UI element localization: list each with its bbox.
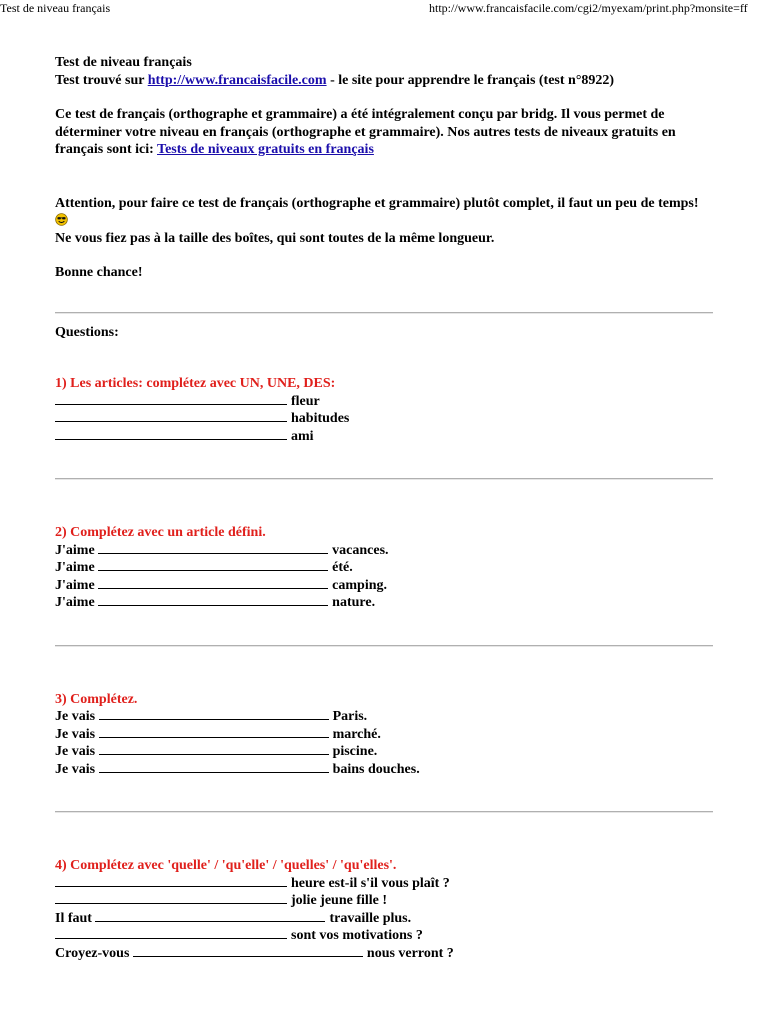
answer-line [55, 726, 715, 744]
test-description [55, 106, 715, 159]
answer-prefix: Je vais [55, 744, 96, 759]
free-tests-link[interactable]: Tests de niveaux gratuits en français [157, 142, 374, 157]
print-page-title: Test de niveau français [0, 1, 111, 15]
answer-prefix: J'aime [55, 542, 95, 558]
attention-text: Attention, pour faire ce test de français (orthographe et grammaire) plutôt complet, il faut un peu de temps! [55, 195, 699, 211]
answer-line [55, 708, 715, 726]
smiley-sunglasses-icon [55, 213, 68, 226]
answer-suffix: sont vos motivations ? [291, 928, 423, 943]
box-size-note: Ne vous fiez pas à la taille des boîtes, qui sont toutes de la même longueur. [55, 230, 495, 246]
answer-blank[interactable] [55, 429, 287, 440]
test-source-prefix: Test trouvé sur [55, 72, 148, 88]
answer-suffix: été. [332, 560, 353, 575]
answer-line [55, 927, 715, 945]
answer-blank[interactable] [55, 411, 287, 422]
attention-paragraph [55, 195, 715, 230]
answer-blank[interactable] [99, 762, 329, 773]
answer-blank[interactable] [98, 560, 328, 571]
answer-prefix: Je vais [55, 726, 96, 742]
good-luck: Bonne chance! [55, 265, 143, 280]
answer-blank[interactable] [55, 928, 287, 939]
answer-prefix: Je vais [55, 709, 96, 724]
answer-blank[interactable] [55, 893, 287, 904]
answer-suffix: nature. [332, 595, 376, 610]
question-title: 4) Complétez avec 'quelle' / 'qu'elle' / 'quelles' / 'qu'elles'. [55, 858, 397, 873]
answer-suffix: travaille plus. [329, 910, 412, 926]
answer-line [55, 910, 715, 928]
answer-blank[interactable] [99, 744, 329, 755]
answer-suffix: Paris. [332, 709, 368, 724]
francaisfacile-link[interactable]: http://www.francaisfacile.com [147, 72, 327, 88]
answer-line [55, 428, 715, 446]
answer-suffix: jolie jeune fille ! [291, 893, 388, 908]
question-title: 1) Les articles: complétez avec UN, UNE, DES: [55, 376, 336, 391]
answer-suffix: piscine. [332, 744, 378, 759]
document-body [55, 54, 715, 962]
answer-suffix: marché. [332, 726, 381, 742]
answer-line [55, 577, 715, 595]
answer-line [55, 743, 715, 761]
answer-line [55, 559, 715, 577]
answer-blank[interactable] [98, 543, 328, 554]
answer-line [55, 410, 715, 428]
test-description-text: Ce test de français (orthographe et grammaire) a été intégralement conçu par bridg. Il vous permet de déterminer votre niveau en français (orthographe et grammaire). Nos autres tests de niveaux gratuits en français sont ici: [55, 107, 676, 157]
answer-blank[interactable] [98, 595, 328, 606]
answer-suffix: habitudes [291, 411, 350, 426]
answer-suffix: fleur [291, 393, 320, 409]
answer-suffix: nous verront ? [366, 945, 454, 961]
answer-line [55, 542, 715, 560]
answer-blank[interactable] [99, 727, 329, 738]
print-page-url: http://www.francaisfacile.com/cgi2/myexam/print.php?monsite=ff [429, 1, 748, 15]
answer-prefix: Il faut [55, 910, 92, 926]
answer-line [55, 761, 715, 779]
answer-blank[interactable] [99, 709, 329, 720]
answer-prefix: J'aime [55, 595, 95, 610]
test-source [55, 72, 715, 90]
answer-suffix: vacances. [332, 542, 389, 558]
answer-blank[interactable] [55, 394, 287, 405]
questions-label: Questions: [55, 324, 119, 340]
print-header [0, 0, 768, 16]
answer-prefix: Je vais [55, 761, 96, 777]
answer-prefix: Croyez-vous [55, 945, 130, 961]
answer-line [55, 594, 715, 612]
answer-blank[interactable] [95, 911, 325, 922]
answer-blank[interactable] [98, 578, 328, 589]
question-title: 2) Complétez avec un article défini. [55, 525, 266, 540]
test-heading: Test de niveau français [55, 55, 192, 70]
answer-suffix: heure est-il s'il vous plaît ? [291, 875, 450, 891]
question-title: 3) Complétez. [55, 691, 138, 707]
test-source-suffix: - le site pour apprendre le français (test n°8922) [326, 72, 615, 88]
answer-blank[interactable] [55, 876, 287, 887]
answer-prefix: J'aime [55, 577, 95, 593]
answer-line [55, 892, 715, 910]
answer-line [55, 393, 715, 411]
answer-blank[interactable] [133, 946, 363, 957]
answer-suffix: camping. [332, 577, 387, 593]
answer-prefix: J'aime [55, 560, 95, 575]
answer-suffix: bains douches. [332, 761, 420, 777]
answer-line [55, 875, 715, 893]
answer-line [55, 945, 715, 963]
answer-suffix: ami [291, 428, 314, 444]
